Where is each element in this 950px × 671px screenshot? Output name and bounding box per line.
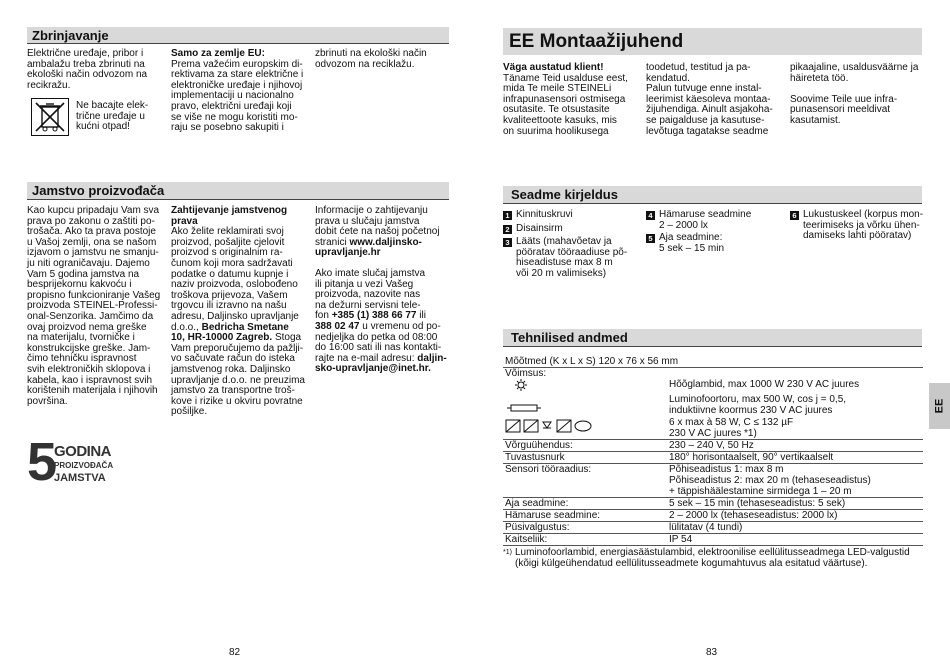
item-label: Lukustuskeel (korpus mon- teerimiseks ja võrku ühen- damiseks lahti pööratav) xyxy=(803,209,924,242)
table-row xyxy=(503,522,923,534)
warranty-claim-heading: Zahtijevanje jamstvenog prava xyxy=(171,205,288,227)
table-row xyxy=(503,464,923,498)
section-header-warranty xyxy=(27,182,449,200)
disposal-col3-text: zbrinuti na ekološki način odvozom na reciklažu. xyxy=(315,48,427,70)
intro-col2 xyxy=(646,63,786,137)
weee-bin-icon xyxy=(31,98,69,136)
service-text: Ako imate slučaj jamstva ili pitanja u vezi Vašeg proizvoda, nazovite nas na dežurni servisni tele- fon xyxy=(315,267,426,322)
item-number: 2 xyxy=(503,225,512,234)
list-item xyxy=(790,210,925,242)
table-row xyxy=(503,394,923,417)
description-col1 xyxy=(503,210,643,281)
spec-label: Püsivalgustus: xyxy=(503,522,667,534)
warranty-col1 xyxy=(27,206,167,407)
item-label: Disainsirm xyxy=(516,222,563,234)
spec-label: Aja seadmine: xyxy=(503,498,667,510)
description-col3 xyxy=(790,210,925,243)
table-row xyxy=(503,417,923,440)
email-link[interactable]: daljin- sko-upravljanje@inet.hr. xyxy=(315,352,447,375)
footnote-mark: *1) xyxy=(503,549,512,556)
item-number: 5 xyxy=(646,234,655,243)
disposal-col3 xyxy=(315,49,450,70)
warranty-col2-text xyxy=(171,227,311,418)
warranty-col3 xyxy=(315,206,450,375)
description-col2 xyxy=(646,210,786,255)
spec-value: 5 sek – 15 min (tehaseseadistus: 5 sek) xyxy=(667,498,923,510)
spec-value: 230 – 240 V, 50 Hz xyxy=(667,440,923,452)
section-title: Jamstvo proizvođača xyxy=(32,183,165,198)
item-number: 3 xyxy=(503,238,512,247)
item-label: Lääts (mahavõetav ja pööratav tööraadiuse põ- hiseadistuse max 8 m või 20 m valimiseks) xyxy=(516,236,628,279)
disposal-col1 xyxy=(27,49,167,91)
company-address: Bedricha Smetane 10, HR-10000 Zagreb. xyxy=(171,321,289,344)
item-number: 6 xyxy=(790,211,799,220)
intro-col3-text: pikaajaline, usaldusväärne ja häireteta töö. Soovime Teile uue infra- punasensori meeldivat kasutamist. xyxy=(790,62,919,126)
power-incandescent: Hõõglambid, max 1000 W 230 V AC juures xyxy=(669,379,860,390)
eu-heading: Samo za zemlje EU: xyxy=(171,48,265,59)
intro-col1 xyxy=(503,63,643,137)
warranty-info-text: Informacije o zahtijevanju prava u slučaju jamstva dobit ćete na našoj početnoj stranici xyxy=(315,205,440,248)
table-row xyxy=(503,510,923,522)
section-title: Tehnilised andmed xyxy=(511,330,628,345)
warranty-col2-text-b: Stoga Vam preporučujemo da pažlji- vo sačuvate račun do isteka jamstvenog roka. Daljinsko upravljanje d.o.o. ne preuzima jamstvo za transportne troš- kove i rizike u okviru povratne pošiljke. xyxy=(171,332,305,418)
badge-word3: JAMSTVA xyxy=(54,472,106,484)
technical-table xyxy=(503,356,923,569)
table-row xyxy=(503,498,923,510)
spec-value: IP 54 xyxy=(667,534,923,546)
side-tab-label: EE xyxy=(933,398,946,414)
table-row xyxy=(503,356,923,368)
table-row xyxy=(503,379,923,394)
service-hours-text: u vremenu od po- nedjeljka do petka od 08:00 do 16:00 sati ili nas kontakti- rajte na e-mail adresu: xyxy=(315,320,442,364)
section-header-description xyxy=(503,186,922,204)
spec-label: Hämaruse seadmine: xyxy=(503,510,667,522)
item-number: 1 xyxy=(503,211,512,220)
electronic-ballast-icon xyxy=(505,417,595,435)
power-label: Võimsus: xyxy=(505,368,547,379)
phone-number: +385 (1) 388 66 77 xyxy=(331,310,417,322)
page-number-left: 82 xyxy=(229,647,241,658)
eu-text: Prema važećim europskim di- rektivama za stare električne i elektroničke uređaje i njihovoj implementaciji u nacionalno pravo, električni uređaji koji se više ne mogu koristiti mo- raju se posebno sakupiti i xyxy=(171,58,304,134)
fluorescent-tube-icon xyxy=(507,402,541,414)
spec-value: Põhiseadistus 1: max 8 m Põhiseadistus 2: max 20 m (tehaseseadistus) + täppishäälestamine sirmidega 1 – 20 m xyxy=(667,464,923,498)
footnote xyxy=(503,548,923,569)
main-title: EE Montaažijuhend xyxy=(509,31,684,52)
phone-number-2: 388 02 47 xyxy=(315,320,360,332)
disposal-warning xyxy=(76,101,166,133)
disposal-col2 xyxy=(171,49,311,134)
list-item xyxy=(646,210,786,231)
spec-label: Kaitseliik: xyxy=(503,534,667,546)
dimensions: Mõõtmed (K x L x S) 120 x 76 x 56 mm xyxy=(503,356,923,368)
spec-value: 180° horisontaalselt, 90° vertikaalselt xyxy=(667,452,923,464)
table-row xyxy=(503,440,923,452)
section-header-technical xyxy=(503,329,922,347)
greeting: Väga austatud klient! xyxy=(503,62,604,73)
table-row xyxy=(503,534,923,546)
section-title: Zbrinjavanje xyxy=(32,28,109,43)
warranty-col2-text-a: Ako želite reklamirati svoj proizvod, pošaljite cjelovit proizvod s originalnim ra- čunom koji mora sadržavati podatke o datumu kupnje i naziv proizvoda, oslobođeno troškova prijevoza, Vašem trgovcu ili izravno na našu adresu, Daljinsko upravljanje d.o.o., xyxy=(171,226,299,333)
incandescent-lamp-icon xyxy=(509,379,533,391)
item-label: Aja seadmine: 5 sek – 15 min xyxy=(659,232,725,254)
language-side-tab xyxy=(929,383,950,429)
badge-number: 5 xyxy=(27,432,58,492)
badge-word1: GODINA xyxy=(54,443,111,460)
power-led: 6 x max à 58 W, C ≤ 132 µF 230 V AC juures *1) xyxy=(667,417,923,440)
or-text: ili xyxy=(419,310,426,322)
spec-label: Sensori tööraadius: xyxy=(503,464,667,498)
warranty-badge xyxy=(27,432,117,492)
list-item xyxy=(503,224,643,235)
footnote-text: Luminofoorlambid, energiasäästulambid, elektroonilise eellülitusseadmega LED-valgustid (kõigi külgeühendatud eellülitusseadmete kogumahtuvus ala esitatud väärtuse). xyxy=(515,547,910,569)
disposal-warning-text: Ne bacajte elek- trične uređaje u kućni otpad! xyxy=(76,100,149,133)
list-item xyxy=(503,210,643,221)
website-link[interactable]: www.daljinsko- upravljanje.hr xyxy=(315,236,422,259)
page-number-right: 83 xyxy=(706,647,718,658)
list-item xyxy=(646,233,786,254)
section-title: Seadme kirjeldus xyxy=(511,187,618,202)
power-fluorescent: Luminofoortoru, max 500 W, cos j = 0,5, induktiivne koormus 230 V AC juures xyxy=(669,394,847,416)
warranty-col1-text: Kao kupcu pripadaju Vam sva prava po zakonu o zaštiti po- trošača. Ako ta prava postoje u Vašoj zemlji, ona se našom izjavom o jamstvu ne smanju- ju niti ograničavaju. Dajemo Vam 5 godina jamstva na besprijekornu kakvoću i propisno funkcioniranje Vašeg proizvoda STEINEL-Professi- onal-Senzorika. Jamčimo da ovaj proizvod nema greške na materijalu, tvorničke i konstrukcijske greške. Jam- čimo tehničku ispravnost svih elektroničkih sklopova i kabela, kao i ispravnost svih korištenih materijala i njihovih površina. xyxy=(27,205,161,407)
list-item xyxy=(503,237,643,279)
spec-value: lülitatav (4 tundi) xyxy=(667,522,923,534)
section-header-disposal xyxy=(27,27,449,44)
spec-label: Tuvastusnurk xyxy=(503,452,667,464)
warranty-col2 xyxy=(171,206,311,418)
badge-word2: PROIZVOĐAČA xyxy=(54,461,114,470)
table-row xyxy=(503,368,923,380)
item-label: Kinnituskruvi xyxy=(516,209,573,220)
spec-value: 2 – 2000 lx (tehaseseadistus: 2000 lx) xyxy=(667,510,923,522)
spec-label: Võrguühendus: xyxy=(503,440,667,452)
main-title-bar xyxy=(503,28,922,55)
intro-col1-text: Täname Teid usalduse eest, mida Te meile STEINELi infrapunasensori ostmisega osutasite. Te otsustasite kvaliteettoote kasuks, mis on suurima hoolikusega xyxy=(503,72,628,137)
intro-col2-text: toodetud, testitud ja pa- kendatud. Palun tutvuge enne instal- leerimist käesoleva montaa- žijuhendiga. Ainult asjakoha- se paigalduse ja kasutuse- levõtuga tagatakse seadme xyxy=(646,62,773,137)
table-row xyxy=(503,452,923,464)
intro-col3 xyxy=(790,63,925,127)
disposal-text: Električne uređaje, pribor i ambalažu treba zbrinuti na ekološki način odvozom na recikražu. xyxy=(27,48,148,91)
item-number: 4 xyxy=(646,211,655,220)
item-label: Hämaruse seadmine 2 – 2000 lx xyxy=(659,209,752,231)
